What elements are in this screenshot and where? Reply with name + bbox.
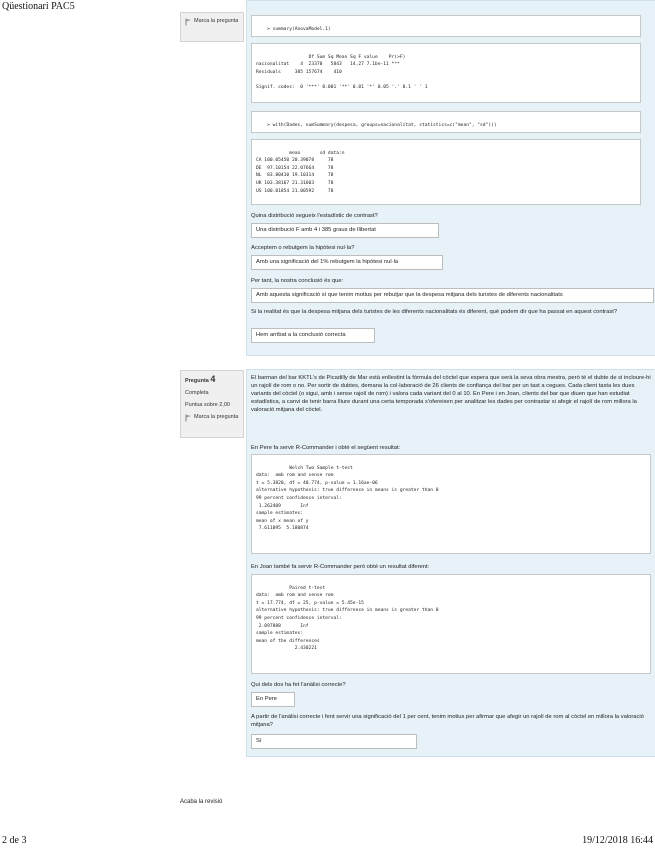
answer-select[interactable]: En Pere (251, 692, 295, 707)
code-line: 7.611095 5.180874 (256, 526, 309, 532)
flag-label: Marca la pregunta (194, 18, 239, 24)
question-prompt: Qui dels dos ha fet l'anàlisi correcte? (251, 682, 346, 688)
question-3-info (180, 12, 244, 42)
answer-select[interactable]: Sí (251, 734, 417, 749)
question-4-content (246, 369, 655, 757)
code-line: 2.430221 (256, 646, 317, 652)
answer-select[interactable]: Hem arribat a la conclusió correcta (251, 328, 375, 343)
question-title: Pregunta (185, 378, 209, 384)
question-prompt: Acceptem o rebutgem la hipòtesi nul·la? (251, 245, 355, 251)
pere-label: En Pere fa servir R-Commander i obté el següent resultat: (251, 445, 401, 451)
code-line: t = 17.774, df = 25, p-value = 5.45e-15 (256, 600, 364, 606)
flag-label: Marca la pregunta (194, 414, 239, 420)
anova-summary-output (251, 15, 641, 37)
joan-output (251, 574, 651, 674)
question-number (185, 374, 239, 384)
answer-select[interactable]: Amb una significació del 1% rebutgem la hipòtesi nul·la (251, 255, 443, 270)
code-line: alternative hypothesis: true difference in means is greater than 0 (256, 608, 439, 614)
code-line: 99 percent confidence interval: (256, 615, 342, 621)
question-number-value: 4 (210, 374, 216, 384)
question-4-info (180, 370, 244, 438)
code-line: DE 97.10154 22.07664 78 (256, 165, 334, 171)
page-count: 2 de 3 (2, 835, 27, 846)
code-line: data: amb rom and sense rom (256, 593, 334, 599)
question-score: Puntua sobre 2,00 (185, 402, 230, 408)
code-line: Welch Two Sample t-test (267, 465, 353, 471)
code-line: > summary(AnovaModel.1) (267, 26, 331, 32)
flag-icon (185, 414, 192, 422)
answer-select[interactable]: Amb aquesta significació sí que tenim motius per rebutjar que la despesa mitjana dels turistes de diferents nacionalitats (251, 288, 654, 303)
code-line: sample estimates: (256, 511, 304, 517)
code-line: data: amb rom and sense rom (256, 473, 334, 479)
print-footer (0, 834, 655, 848)
code-line: NL 83.80410 19.10314 78 (256, 173, 334, 179)
question-prompt: Quina distribució segueix l'estadístic de contrast? (251, 213, 378, 219)
question-prompt: A partir de l'anàlisi correcte i fent servir una significació del 1 per cent, tenim motius per afirmar que afegir un rajolí de rom al còctel en millora la valoració mitjana? (251, 714, 644, 728)
question-prompt: Per tant, la nostra conclusió és que: (251, 278, 344, 284)
code-line: Paired t-test (267, 585, 326, 591)
code-line: alternative hypothesis: true difference in means is greater than 0 (256, 488, 439, 494)
print-title: Qüestionari PAC5 (2, 1, 75, 12)
anova-table-output (251, 43, 641, 103)
question-status: Completa (185, 390, 209, 396)
numsummary-command (251, 111, 641, 133)
code-line: Df Sum Sq Mean Sq F value Pr(>F) (267, 54, 406, 60)
means-table-output (251, 139, 641, 205)
flag-question-3[interactable] (185, 18, 239, 26)
question-3-content (246, 0, 655, 356)
code-line: mean of x mean of y (256, 518, 309, 524)
print-date: 19/12/2018 16:44 (582, 835, 653, 846)
flag-icon (185, 18, 192, 26)
code-line: mean of the differences (256, 638, 320, 644)
finish-review-link[interactable]: Acaba la revisió (180, 799, 223, 805)
code-line: 1.262409 Inf (256, 503, 309, 509)
code-line: CA 100.05450 20.39078 78 (256, 158, 334, 164)
flag-question-4[interactable] (185, 414, 239, 422)
code-line: 2.097888 Inf (256, 623, 309, 629)
code-line: UK 103.38167 21.31603 78 (256, 180, 334, 186)
code-line: Signif. codes: 0 '***' 0.001 '**' 0.01 '*' 0.05 '.' 0.1 ' ' 1 (256, 84, 428, 90)
code-line: sample estimates: (256, 631, 304, 637)
code-line: t = 5.3820, df = 40.774, p-value = 1.16ae-06 (256, 480, 378, 486)
code-line: US 100.01854 21.00592 78 (256, 188, 334, 194)
code-line: Residuals 385 157674 410 (256, 69, 342, 75)
joan-label: En Joan també fa servir R-Commander però obté un resultat diferent: (251, 564, 430, 570)
question-text: El barman del bar KKTL's de Picadilly de Mar està enllestint la fórmula del còctel que espera que serà la seva obra mestra, però té el dubte de si incloure-hi un rajolí de rom o no. Per sortir de dubtes, demana la col·laboració de 26 clients de confiança del bar per un tast a cegues. Cada client tasta les dues variants del còctel (o sigui, amb i sense rajolí de rom) i valora cada variant del 0 al 10. En Pere i en Joan, clients del bar que diuen que han estudiat estadística, a canvi de tenir barra lliure durant una certa temporada s'ofereixen per analitzar les dades per contrastar si afegir el rajolí de rom millora la valoració mitjana del còctel. (251, 375, 651, 413)
pere-output (251, 454, 651, 554)
answer-select[interactable]: Una distribució F amb 4 i 385 graus de llibertat (251, 223, 439, 238)
code-line: 99 percent confidence interval: (256, 495, 342, 501)
code-line: mean sd data:n (267, 150, 345, 156)
code-line: > with(Dades, numSummary(despesa, groups=nacionalitat, statistics=c("mean", "sd"))) (267, 122, 497, 128)
question-prompt: Si la realitat és que la despesa mitjana dels turistes de les diferents nacionalitats és diferent, què podem dir que ha passat en aquest contrast? (251, 309, 618, 315)
code-line: nacionalitat 4 23370 5843 14.27 7.1be-11 *** (256, 62, 400, 68)
